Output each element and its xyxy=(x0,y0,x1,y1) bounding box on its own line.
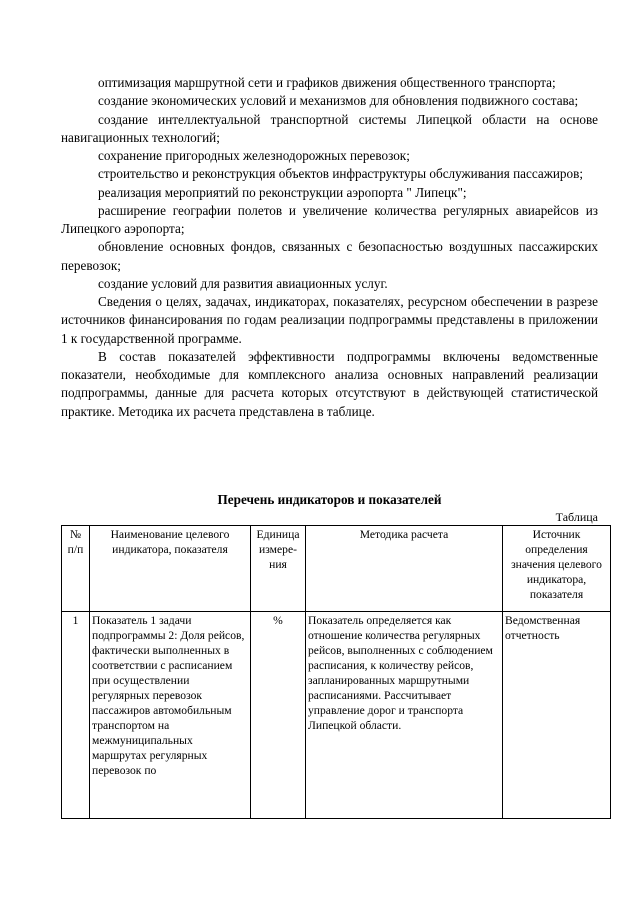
table-title: Перечень индикаторов и показателей xyxy=(217,492,442,507)
paragraph: реализация мероприятий по реконструкции аэропорта " Липецк"; xyxy=(98,184,467,200)
paragraph: В состав показателей эффективности подпрограммы включены ведомственные показатели, необходимые для комплексного анализа основных направлений реализации подпрограммы, данные для расчета которых отсутствуют в действующей статистической практике. Методика их расчета представлена в таблице. xyxy=(61,348,598,419)
paragraph: создание экономических условий и механизмов для обновления подвижного состава; xyxy=(98,93,579,109)
table-header-row xyxy=(62,526,611,612)
paragraph: оптимизация маршрутной сети и графиков движения общественного транспорта; xyxy=(98,75,556,90)
cell-source: Ведомственная отчетность xyxy=(503,612,611,819)
cell-name: Показатель 1 задачи подпрограммы 2: Доля рейсов, фактически выполненных в соответствии с расписанием при осуществлении регулярных перевозок пассажиров автомобильным транспортом на межмуниципальных маршрутах регулярных перевозок по xyxy=(90,612,251,819)
header-source: Источник определения значения целевого индикатора, показателя xyxy=(503,526,611,612)
header-unit: Единица измере-ния xyxy=(251,526,306,612)
header-name: Наименование целевого индикатора, показателя xyxy=(90,526,251,612)
paragraph: строительство и реконструкция объектов инфраструктуры обслуживания пассажиров; xyxy=(98,166,583,182)
table-row xyxy=(62,612,611,819)
indicators-table xyxy=(61,525,611,819)
paragraph: создание интеллектуальной транспортной системы Липецкой области на основе навигационных технологий; xyxy=(61,111,598,145)
cell-method: Показатель определяется как отношение количества регулярных рейсов, выполненных с соблюдением расписания, к количеству рейсов, запланированных маршрутными расписаниями. Рассчитывает управление дорог и транспорта Липецкой области. xyxy=(306,612,503,819)
cell-num: 1 xyxy=(62,612,90,819)
paragraph: создание условий для развития авиационных услуг. xyxy=(98,275,388,291)
header-method: Методика расчета xyxy=(306,526,503,612)
body-text xyxy=(61,74,598,421)
paragraph: обновление основных фондов, связанных с безопасностью воздушных пассажирских перевозок; xyxy=(61,239,598,273)
paragraph: Сведения о целях, задачах, индикаторах, показателях, ресурсном обеспечении в разрезе источников финансирования по годам реализации подпрограммы представлены в приложении 1 к государственной программе. xyxy=(61,294,598,346)
paragraph: расширение географии полетов и увеличение количества регулярных авиарейсов из Липецкого аэропорта; xyxy=(61,202,598,236)
cell-unit: % xyxy=(251,612,306,819)
header-num: № п/п xyxy=(62,526,90,612)
table-caption: Таблица xyxy=(555,510,598,524)
paragraph: сохранение пригородных железнодорожных перевозок; xyxy=(98,148,410,163)
